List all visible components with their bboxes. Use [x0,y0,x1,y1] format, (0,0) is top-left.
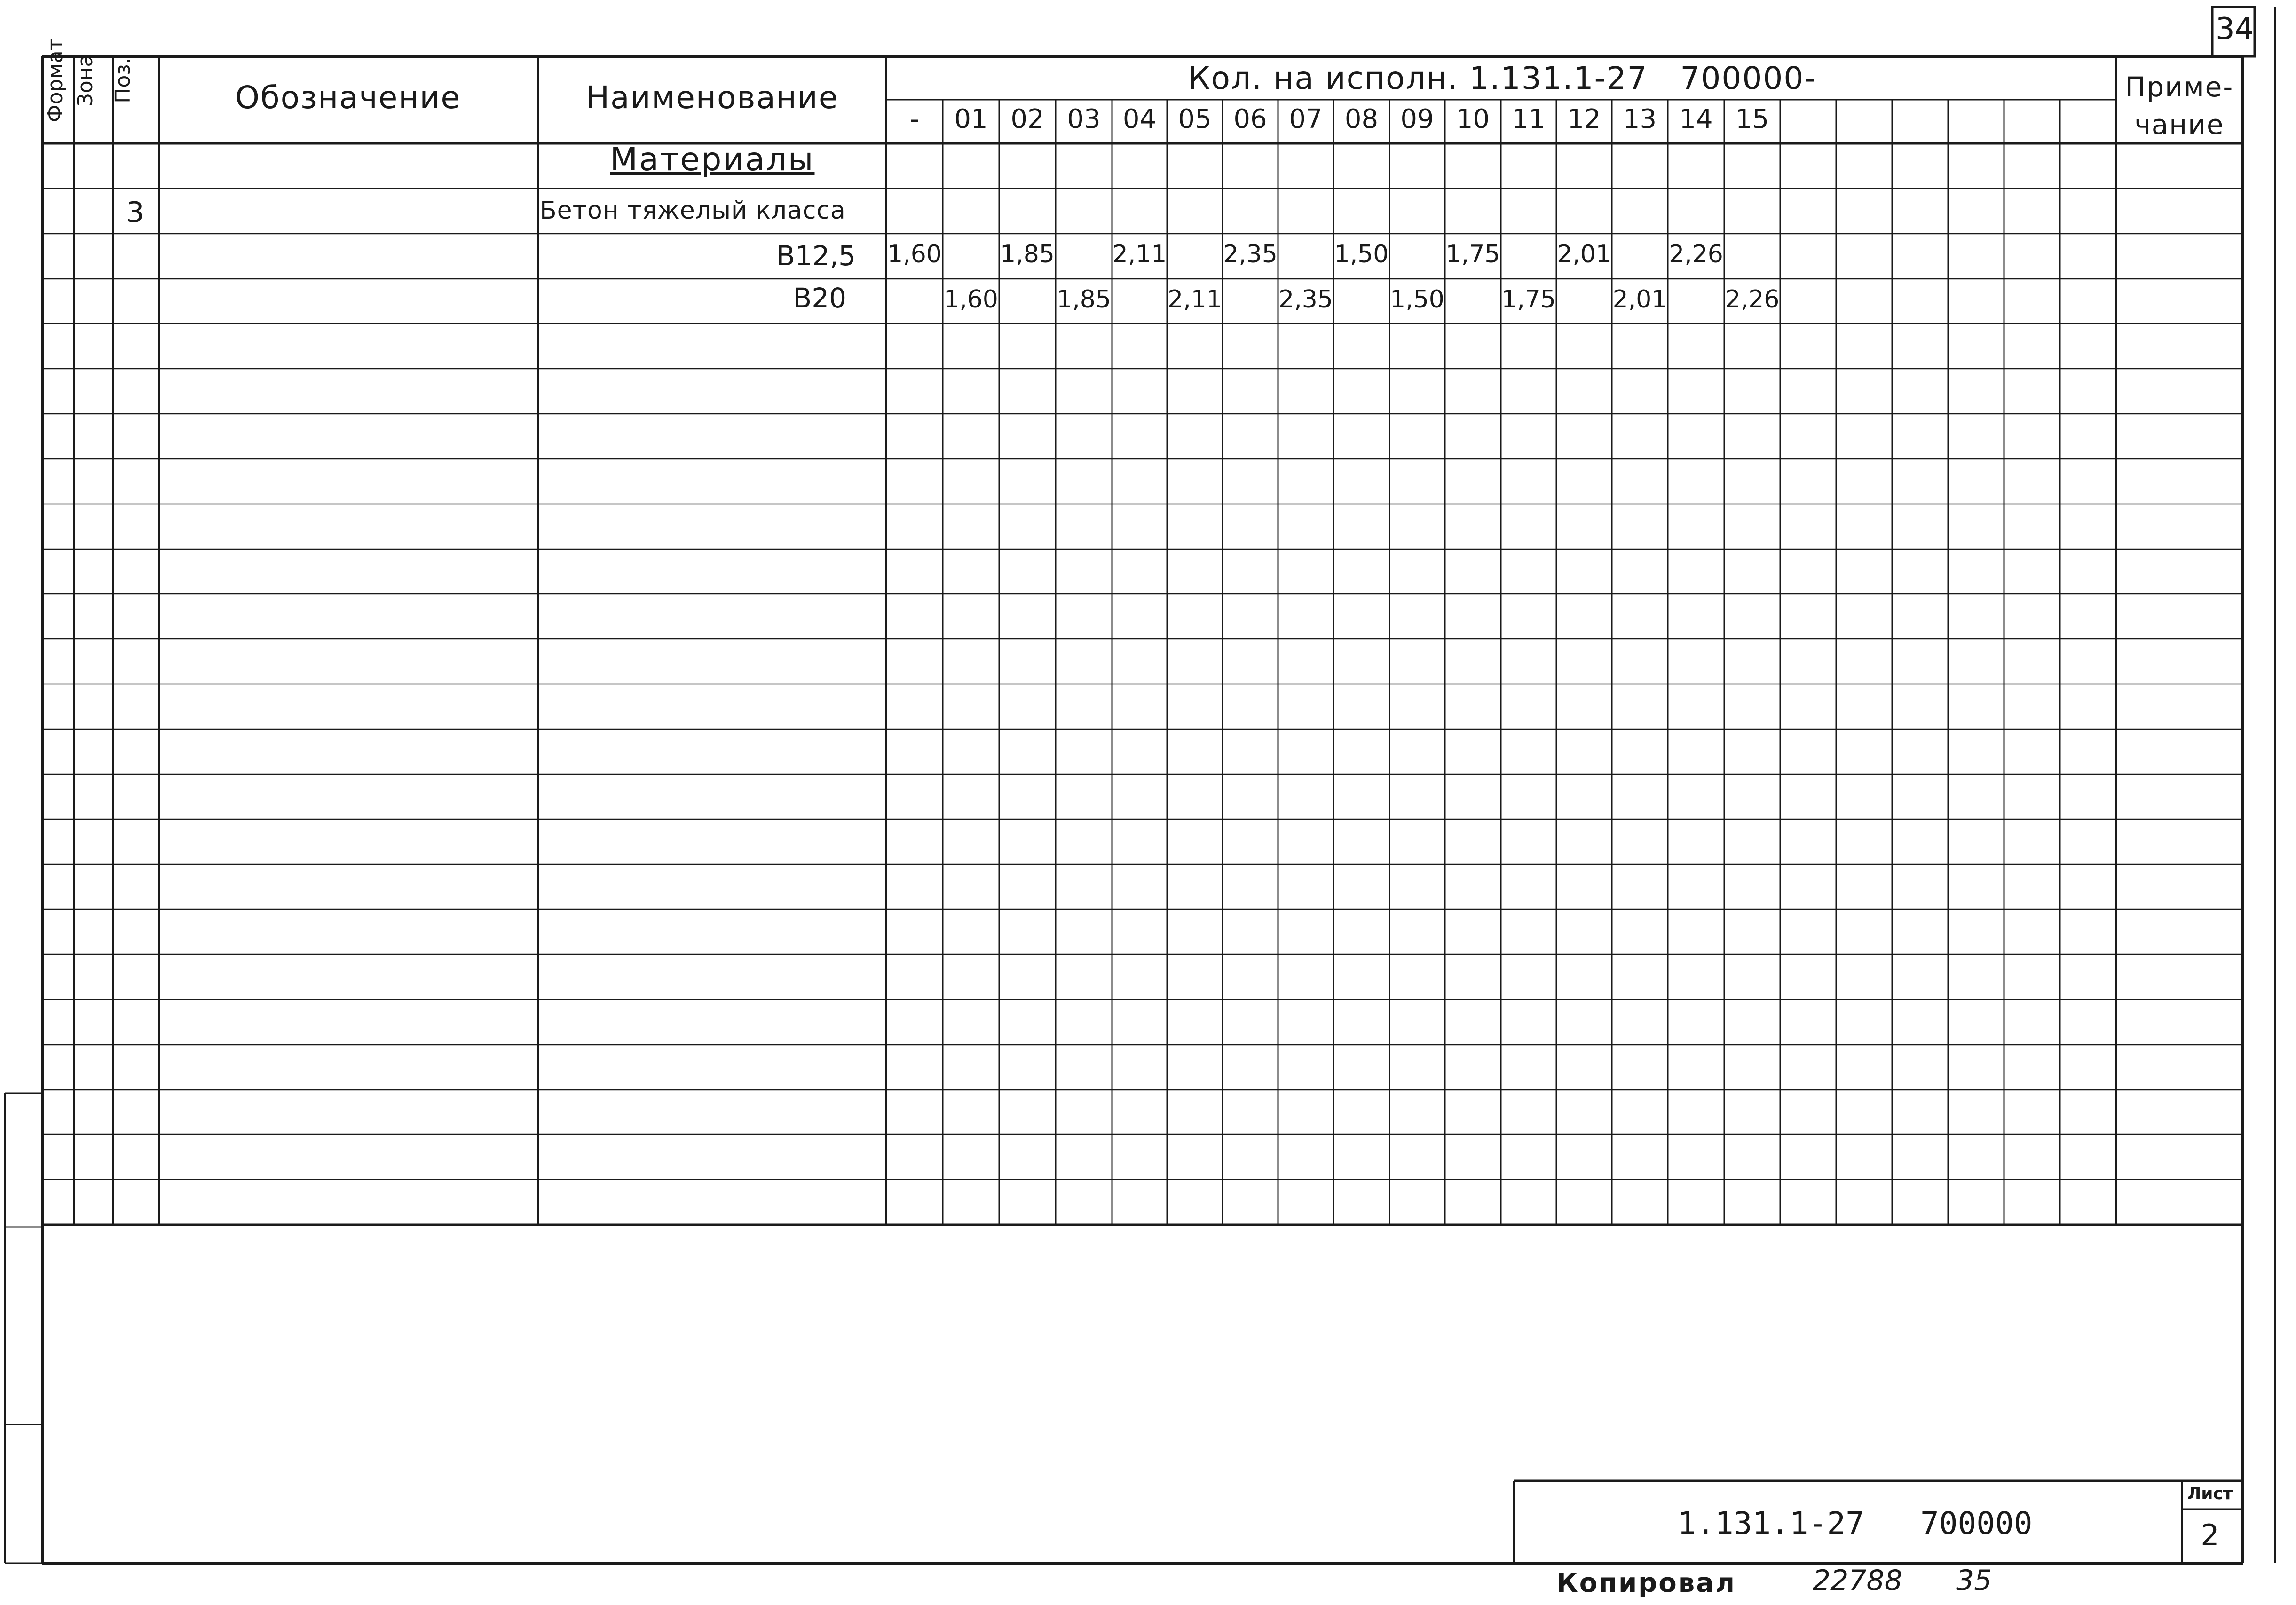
header-zone: Зона [73,54,97,107]
qty-column-label: 08 [1344,104,1379,134]
header-qty-label: Кол. на исполн. 1.131.1-27 700000- [1188,60,1817,96]
qty-column-label: 09 [1400,104,1434,134]
qty-column-label: 10 [1456,104,1490,134]
qty-value-cell: 1,75 [1445,240,1500,268]
qty-column-label: 03 [1067,104,1101,134]
position-number: 3 [126,196,144,229]
qty-column-label: 06 [1233,104,1267,134]
header-note-line1: Приме- [2125,71,2234,103]
qty-column-label: 05 [1178,104,1212,134]
section-title: Материалы [610,141,815,178]
header-designation: Обозначение [235,79,461,116]
qty-column-label: 14 [1679,104,1713,134]
header-format: Формат [43,38,67,123]
qty-column-label: 15 [1735,104,1769,134]
qty-column-label: 07 [1289,104,1323,134]
qty-value-cell: 2,01 [1557,240,1611,268]
header-pos: Поз. [111,57,135,103]
qty-column-label: 11 [1512,104,1546,134]
qty-value-cell: 2,01 [1612,285,1667,314]
qty-value-cell: 2,11 [1168,285,1222,314]
qty-value-cell: 2,35 [1223,240,1278,268]
grade-b20: В20 [793,282,846,314]
header-name: Наименование [586,79,839,116]
qty-column-label: 01 [954,104,988,134]
qty-value-cell: 1,60 [887,240,942,268]
qty-value-cell: 1,75 [1501,285,1556,314]
qty-column-label: 04 [1122,104,1157,134]
qty-column-label: - [909,104,920,134]
qty-value-cell: 1,50 [1334,240,1389,268]
qty-column-label: 12 [1567,104,1601,134]
qty-value-cell: 1,50 [1390,285,1444,314]
qty-value-cell: 1,85 [1057,285,1111,314]
title-block-sheet-label: Лист [2187,1484,2233,1503]
qty-column-label: 02 [1010,104,1044,134]
grade-b12-5: В12,5 [776,240,856,272]
footer-order-number: 22788 [1813,1564,1902,1597]
corner-sheet-number: 34 [2216,12,2254,47]
qty-column-label: 13 [1623,104,1657,134]
material-name: Бетон тяжелый класса [540,197,846,225]
qty-value-cell: 1,60 [944,285,998,314]
header-note-line2: чание [2134,109,2225,141]
footer-format-number: 35 [1956,1564,1992,1597]
qty-value-cell: 1,85 [1000,240,1055,268]
footer-copied-label: Копировал [1556,1568,1736,1598]
title-block-sheet-number: 2 [2201,1518,2219,1552]
qty-value-cell: 2,11 [1112,240,1167,268]
qty-value-cell: 2,26 [1669,240,1723,268]
qty-value-cell: 2,26 [1725,285,1780,314]
qty-value-cell: 2,35 [1278,285,1333,314]
title-block-doc-number: 1.131.1-27 700000 [1677,1505,2033,1542]
